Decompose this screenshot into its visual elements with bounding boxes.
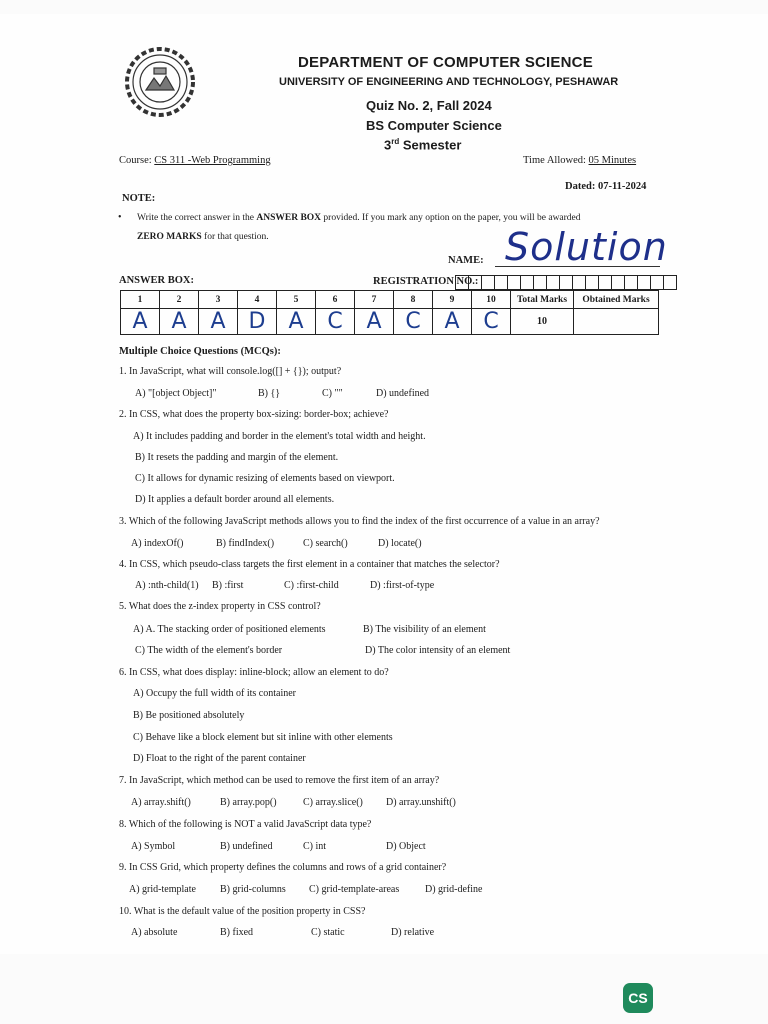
question-1: 1. In JavaScript, what will console.log([] + {}); output? (119, 366, 342, 377)
answer-cell[interactable]: A (277, 309, 316, 335)
note-text-line1: Write the correct answer in the ANSWER BOX provided. If you mark any option on the paper, you will be awarded (137, 213, 581, 223)
q7-option-b: B) array.pop() (220, 797, 277, 808)
q4-option-c: C) :first-child (284, 580, 339, 591)
question-10: 10. What is the default value of the position property in CSS? (119, 906, 366, 917)
obtained-marks-value[interactable] (574, 309, 659, 335)
q3-option-c: C) search() (303, 538, 348, 549)
quiz-title: Quiz No. 2, Fall 2024 (366, 98, 492, 113)
answer-header: 4 (238, 291, 277, 309)
answer-cell[interactable]: C (316, 309, 355, 335)
program-title: BS Computer Science (366, 118, 502, 133)
answer-header: 10 (472, 291, 511, 309)
q4-option-b: B) :first (212, 580, 244, 591)
q4-option-d: D) :first-of-type (370, 580, 435, 591)
q9-option-a: A) grid-template (129, 884, 196, 895)
q1-option-a: A) "[object Object]" (135, 388, 217, 399)
answer-table-header-row (121, 291, 659, 309)
course-line: Course: CS 311 -Web Programming (119, 155, 271, 166)
q2-option-d: D) It applies a default border around all elements. (135, 494, 335, 505)
q5-option-a: A) A. The stacking order of positioned elements (133, 624, 326, 635)
q2-option-c: C) It allows for dynamic resizing of elements based on viewport. (135, 473, 395, 484)
q2-option-b: B) It resets the padding and margin of the element. (135, 452, 339, 463)
answer-cell[interactable]: A (121, 309, 160, 335)
answer-cell[interactable]: A (355, 309, 394, 335)
answer-table (120, 290, 659, 335)
answer-cell[interactable]: A (160, 309, 199, 335)
quiz-paper (0, 14, 768, 954)
q8-option-a: A) Symbol (131, 841, 176, 852)
q9-option-b: B) grid-columns (220, 884, 286, 895)
q9-option-d: D) grid-define (425, 884, 483, 895)
name-label: NAME: (448, 255, 484, 266)
registration-boxes[interactable] (455, 275, 677, 290)
answer-header: 1 (121, 291, 160, 309)
q3-option-b: B) findIndex() (216, 538, 275, 549)
semester-title: 3rd Semester (384, 137, 462, 153)
q8-option-c: C) int (303, 841, 327, 852)
q8-option-d: D) Object (386, 841, 426, 852)
q4-option-a: A) :nth-child(1) (135, 580, 199, 591)
q10-option-a: A) absolute (131, 927, 178, 938)
total-marks-value: 10 (511, 309, 574, 335)
answer-header: 5 (277, 291, 316, 309)
answer-cell[interactable]: C (394, 309, 433, 335)
q7-option-a: A) array.shift() (131, 797, 191, 808)
answer-header: 8 (394, 291, 433, 309)
question-9: 9. In CSS Grid, which property defines the columns and rows of a grid container? (119, 862, 447, 873)
q10-option-d: D) relative (391, 927, 435, 938)
university-logo (124, 46, 196, 118)
question-4: 4. In CSS, which pseudo-class targets the first element in a container that matches the selector? (119, 559, 500, 570)
total-marks-header: Total Marks (511, 291, 574, 309)
answer-cell[interactable]: A (199, 309, 238, 335)
q7-option-d: D) array.unshift() (386, 797, 456, 808)
answer-header: 6 (316, 291, 355, 309)
q6-option-a: A) Occupy the full width of its container (133, 688, 297, 699)
q5-option-d: D) The color intensity of an element (365, 645, 511, 656)
question-7: 7. In JavaScript, which method can be used to remove the first item of an array? (119, 775, 440, 786)
note-bullet: • (118, 212, 122, 223)
q6-option-c: C) Behave like a block element but sit inline with other elements (133, 732, 393, 743)
answer-cell[interactable]: A (433, 309, 472, 335)
q1-option-c: C) "" (322, 388, 343, 399)
university-title: UNIVERSITY OF ENGINEERING AND TECHNOLOGY, PESHAWAR (279, 76, 619, 88)
q7-option-c: C) array.slice() (303, 797, 363, 808)
question-5: 5. What does the z-index property in CSS control? (119, 601, 321, 612)
note-text-line2: ZERO MARKS for that question. (137, 232, 269, 242)
q10-option-c: C) static (311, 927, 345, 938)
camscanner-badge: CS (623, 983, 653, 1013)
answer-header: 3 (199, 291, 238, 309)
answer-box-label: ANSWER BOX: (119, 275, 194, 286)
q3-option-a: A) indexOf() (131, 538, 184, 549)
answer-table-answer-row (121, 309, 659, 335)
q6-option-d: D) Float to the right of the parent container (133, 753, 306, 764)
department-title: DEPARTMENT OF COMPUTER SCIENCE (298, 54, 593, 71)
q1-option-d: D) undefined (376, 388, 430, 399)
registration-label: REGISTRATION NO.: (373, 276, 479, 287)
answer-header: 7 (355, 291, 394, 309)
question-8: 8. Which of the following is NOT a valid JavaScript data type? (119, 819, 372, 830)
q3-option-d: D) locate() (378, 538, 422, 549)
q5-option-c: C) The width of the element's border (135, 645, 283, 656)
q10-option-b: B) fixed (220, 927, 254, 938)
mcq-title: Multiple Choice Questions (MCQs): (119, 346, 281, 357)
question-2: 2. In CSS, what does the property box-sizing: border-box; achieve? (119, 409, 389, 420)
handwritten-name: Solution (505, 225, 668, 269)
q5-option-b: B) The visibility of an element (363, 624, 486, 635)
obtained-marks-header: Obtained Marks (574, 291, 659, 309)
q9-option-c: C) grid-template-areas (309, 884, 400, 895)
question-6: 6. In CSS, what does display: inline-block; allow an element to do? (119, 667, 389, 678)
q1-option-b: B) {} (258, 388, 281, 399)
q8-option-b: B) undefined (220, 841, 273, 852)
time-allowed: Time Allowed: 05 Minutes (523, 155, 637, 166)
answer-header: 9 (433, 291, 472, 309)
date: Dated: 07-11-2024 (565, 181, 647, 192)
answer-cell[interactable]: D (238, 309, 277, 335)
answer-header: 2 (160, 291, 199, 309)
question-3: 3. Which of the following JavaScript methods allows you to find the index of the first occurrence of a value in an array? (119, 516, 600, 527)
answer-cell[interactable]: C (472, 309, 511, 335)
q6-option-b: B) Be positioned absolutely (133, 710, 245, 721)
note-label: NOTE: (122, 193, 156, 204)
q2-option-a: A) It includes padding and border in the element's total width and height. (133, 431, 426, 442)
